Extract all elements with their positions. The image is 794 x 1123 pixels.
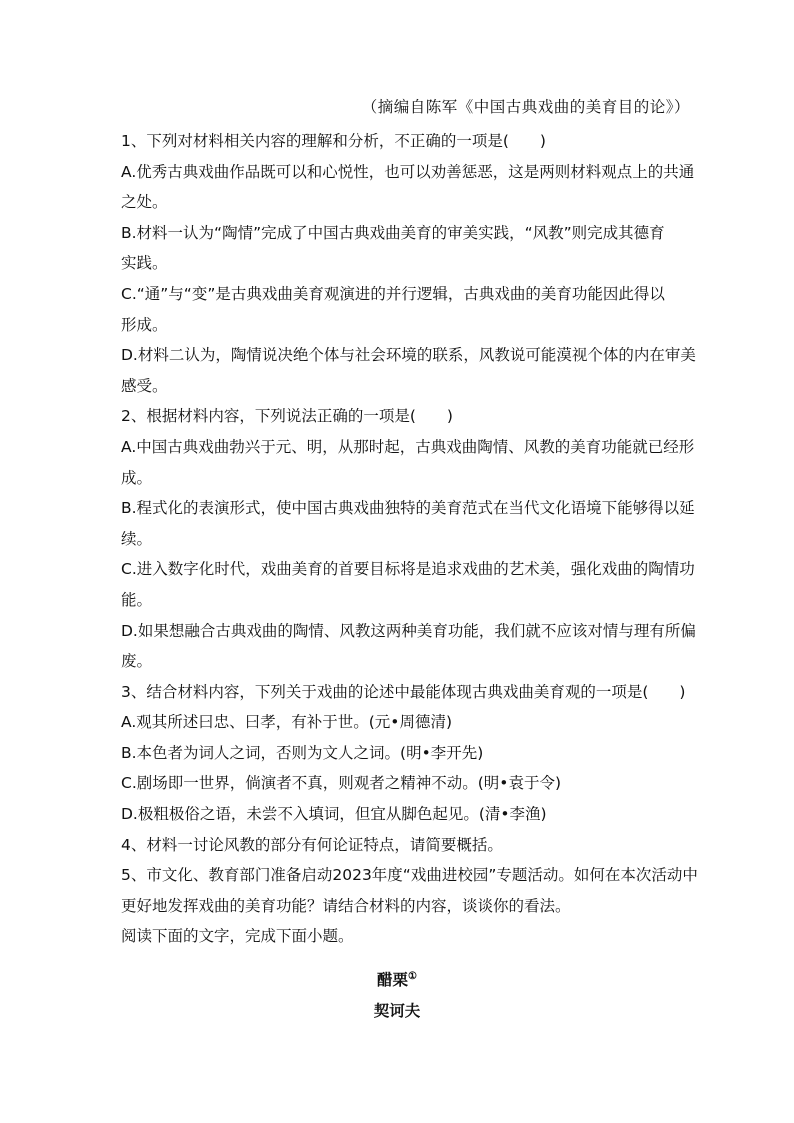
source-citation: （摘编自陈军《中国古典戏曲的美育目的论》） xyxy=(361,98,690,116)
text-line: C.进入数字化时代，戏曲美育的首要目标将是追求戏曲的艺术美，强化戏曲的陶情功 xyxy=(121,560,695,579)
text-line: B.程式化的表演形式，使中国古典戏曲独特的美育范式在当代文化语境下能够得以延 xyxy=(121,499,695,518)
text-line: A.中国古典戏曲勃兴于元、明，从那时起，古典戏曲陶情、风教的美育功能就已经形 xyxy=(121,437,695,456)
text-line: 3、结合材料内容，下列关于戏曲的论述中最能体现古典戏曲美育观的一项是( ) xyxy=(121,682,686,701)
text-line: B.本色者为词人之词，否则为文人之词。(明•李开先) xyxy=(121,743,484,762)
text-line: 感受。 xyxy=(121,376,168,395)
text-line: C.剧场即一世界，倘演者不真，则观者之精神不动。(明•袁于令) xyxy=(121,774,561,793)
text-line: 4、材料一讨论风教的部分有何论证特点，请简要概括。 xyxy=(121,835,503,854)
text-line: 续。 xyxy=(121,529,153,548)
text-line: 1、下列对材料相关内容的理解和分析，不正确的一项是( ) xyxy=(121,132,546,150)
text-line: 能。 xyxy=(121,590,153,609)
text-line: 5、市文化、教育部门准备启动2023年度“戏曲进校园”专题活动。如何在本次活动中 xyxy=(121,866,698,885)
text-line: A.观其所述曰忠、曰孝，有补于世。(元•周德清) xyxy=(121,713,452,732)
text-line: D.材料二认为，陶情说决绝个体与社会环境的联系，风教说可能漠视个体的内在审美 xyxy=(121,346,696,365)
text-line: 形成。 xyxy=(121,315,168,334)
text-line: 之处。 xyxy=(121,193,168,212)
text-line: 更好地发挥戏曲的美育功能？请结合材料的内容，谈谈你的看法。 xyxy=(121,896,571,915)
text-line: 阅读下面的文字，完成下面小题。 xyxy=(121,927,354,946)
text-line: 废。 xyxy=(121,652,153,671)
story-title xyxy=(0,968,794,990)
footnote-marker: ① xyxy=(408,970,417,982)
text-line: B.材料一认为“陶情”完成了中国古典戏曲美育的审美实践，“风教”则完成其德育 xyxy=(121,223,665,242)
story-author: 契诃夫 xyxy=(373,1001,421,1020)
text-line: D.极粗极俗之语，未尝不入填词，但宜从脚色起见。(清•李渔) xyxy=(121,805,547,824)
text-line: 2、根据材料内容，下列说法正确的一项是( ) xyxy=(121,407,453,426)
story-title-text: 醋栗 xyxy=(377,970,409,989)
text-line: C.“通”与“变”是古典戏曲美育观演进的并行逻辑，古典戏曲的美育功能因此得以 xyxy=(121,284,665,303)
question-body xyxy=(121,126,701,952)
text-line: 实践。 xyxy=(121,254,168,273)
text-line: A.优秀古典戏曲作品既可以和心悦性，也可以劝善惩恶，这是两则材料观点上的共通 xyxy=(121,162,695,181)
text-line: 成。 xyxy=(121,468,153,487)
text-line: D.如果想融合古典戏曲的陶情、风教这两种美育功能，我们就不应该对情与理有所偏 xyxy=(121,621,696,640)
